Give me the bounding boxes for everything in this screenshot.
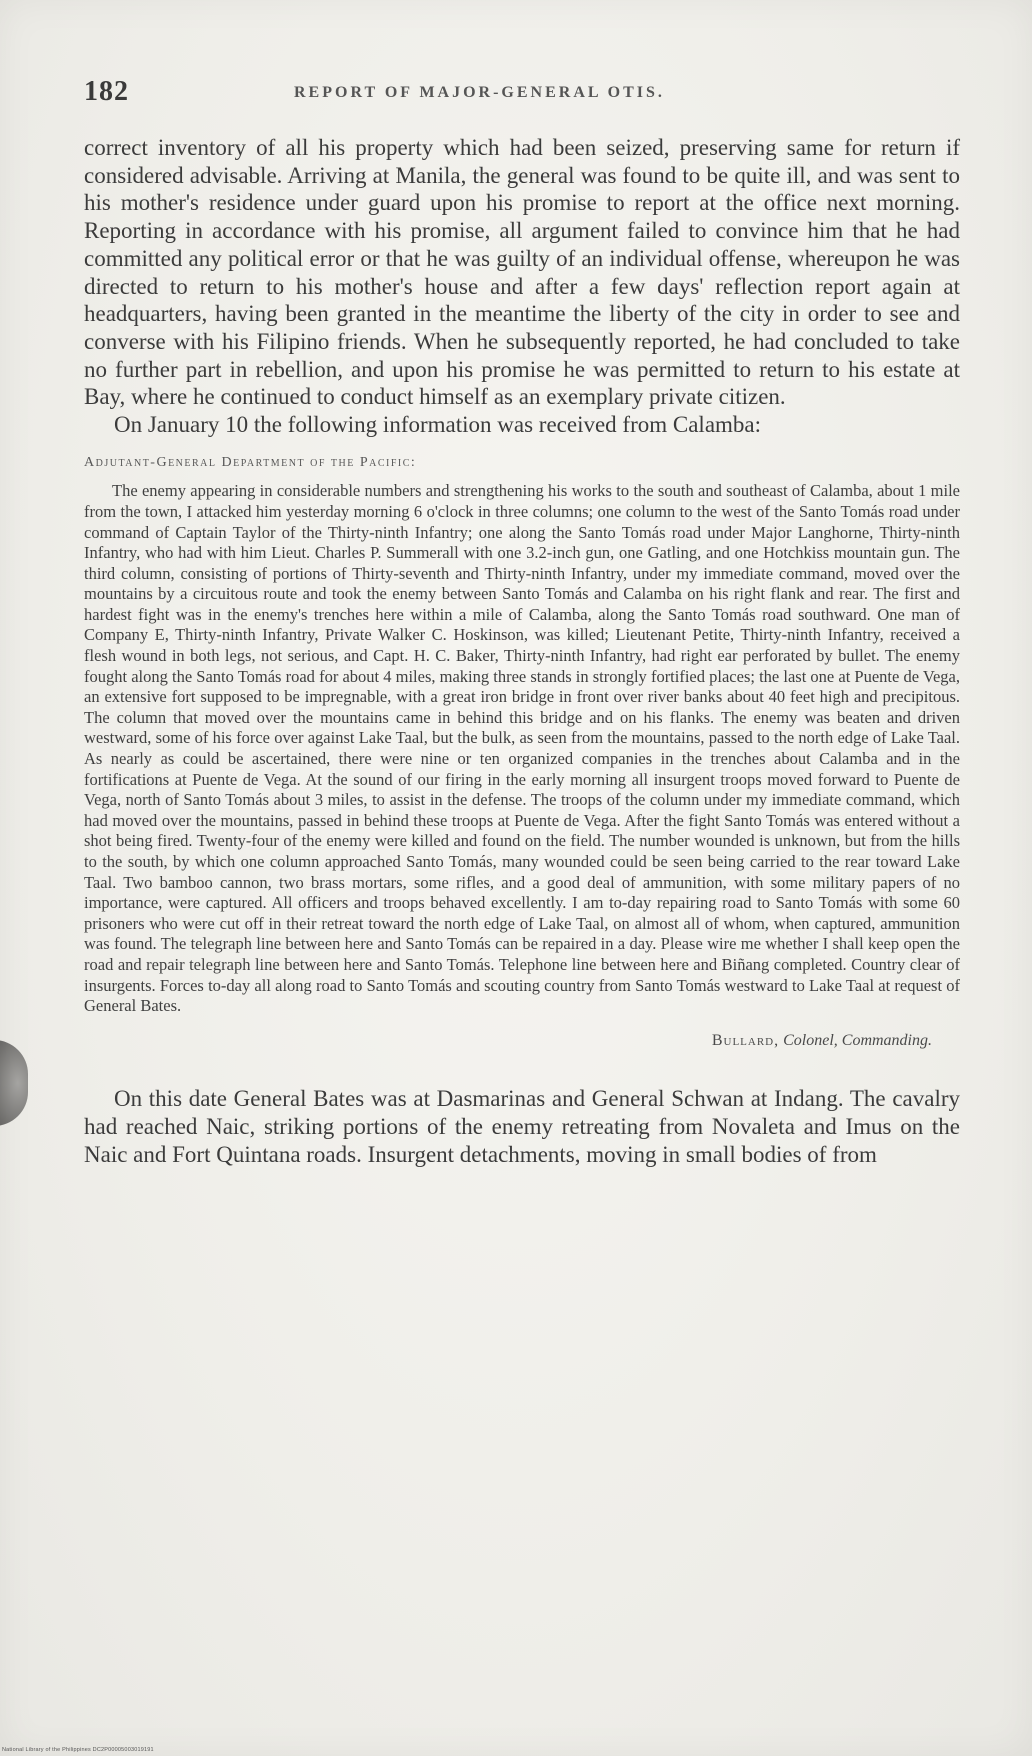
scan-credit-footer: National Library of the Philippines DC2P00005003019191 — [2, 1747, 154, 1753]
signature-name: Bullard, — [711, 1031, 780, 1049]
paragraph-continued: correct inventory of all his property which had been seized, preserving same for return if considered advisable. Arriving at Manila, the general was found to be quite ill, and was sent to his mother's residence under guard upon his promise to report at the office next morning. Reporting in accordance with his promise, all argument failed to convince him that he had committed any political error or that he was guilty of an individual offense, whereupon he was directed to return to his mother's house and after a few days' reflection report again at headquarters, having been granted in the meantime the liberty of the city in order to see and converse with his Filipino friends. When he subsequently reported, he had concluded to take no further part in rebellion, and upon his promise he was permitted to return to his estate at Bay, where he continued to conduct himself as an exemplary private citizen. — [84, 135, 960, 410]
telegram-address: Adjutant-General Department of the Pacific: — [84, 454, 417, 470]
page-number: 182 — [84, 76, 129, 107]
running-title: REPORT OF MAJOR-GENERAL OTIS. — [294, 84, 665, 101]
signature-title: Colonel, Commanding. — [783, 1031, 932, 1049]
paragraph-closing: On this date General Bates was at Dasmarinas and General Schwan at Indang. The cavalry had reached Naic, striking portions of the enemy retreating from Novaleta and Imus on the Naic and Fort Quintana roads. Insurgent detachments, moving in small bodies of from — [84, 1086, 960, 1167]
telegram-body: The enemy appearing in considerable numbers and strengthening his works to the south and southeast of Calamba, about 1 mile from the town, I attacked him yesterday morning 6 o'clock in three columns; one column to the west of the Santo Tomás road under command of Captain Taylor of the Thirty-ninth Infantry; one along the Santo Tomás road under Major Langhorne, Thirty-ninth Infantry, who had with him Lieut. Charles P. Summerall with one 3.2-inch gun, one Gatling, and one Hotchkiss mountain gun. The third column, consisting of portions of Thirty-seventh and Thirty-ninth Infantry, under my immediate command, moved over the mountains by a circuitous route and took the enemy between Santo Tomás and Calamba on his right flank and rear. The first and hardest fight was in the enemy's trenches here within a mile of Calamba, along the Santo Tomás road southward. One man of Company E, Thirty-ninth Infantry, Private Walker C. Hoskinson, was killed; Lieutenant Petite, Thirty-ninth Infantry, received a flesh wound in both legs, not serious, and Capt. H. C. Baker, Thirty-ninth Infantry, had right ear perforated by bullet. The enemy fought along the Santo Tomás road for about 4 miles, making three stands in strongly fortified places; the last one at Puente de Vega, an extensive fort supposed to be impregnable, with a great iron bridge in front over river banks about 40 feet high and precipitous. The column that moved over the mountains came in behind this bridge and on his flanks. The enemy was beaten and driven westward, some of his force over against Lake Taal, but the bulk, as seen from the mountains, passed to the north edge of Lake Taal. As nearly as could be ascertained, there were nine or ten organized companies in the trenches about Calamba and in the fortifications at Puente de Vega. At the sound of our firing in the early morning all insurgent troops moved forward to Puente de Vega, north of Santo Tomás about 3 miles, to assist in the defense. The troops of the column under my immediate command, which had moved over the mountains, passed in behind these troops at Puente de Vega. After the fight Santo Tomás was entered without a shot being fired. Twenty-four of the enemy were killed and found on the field. The number wounded is unknown, but from the hills to the south, by which one column approached Santo Tomás, many wounded could be seen being carried to the rear toward Lake Taal. Two bamboo cannon, two brass mortars, some rifles, and a good deal of ammunition, with some military papers of no importance, were captured. All officers and troops behaved excellently. I am to-day repairing road to Santo Tomás with some 60 prisoners who were cut off in their retreat toward the north edge of Lake Taal, on almost all of whom, when captured, ammunition was found. The telegraph line between here and Santo Tomás can be repaired in a day. Please wire me whether I shall keep open the road and repair telegraph line between here and Santo Tomás. Telephone line between here and Biñang completed. Country clear of insurgents. Forces to-day all along road to Santo Tomás and scouting country from Santo Tomás westward to Lake Taal at request of General Bates. — [84, 481, 960, 1016]
paragraph-intro-telegram: On January 10 the following information was received from Calamba: — [114, 412, 762, 438]
telegram-block — [84, 453, 960, 1052]
running-head — [84, 76, 960, 110]
document-page — [84, 76, 960, 1168]
telegram-signature — [84, 1031, 960, 1052]
